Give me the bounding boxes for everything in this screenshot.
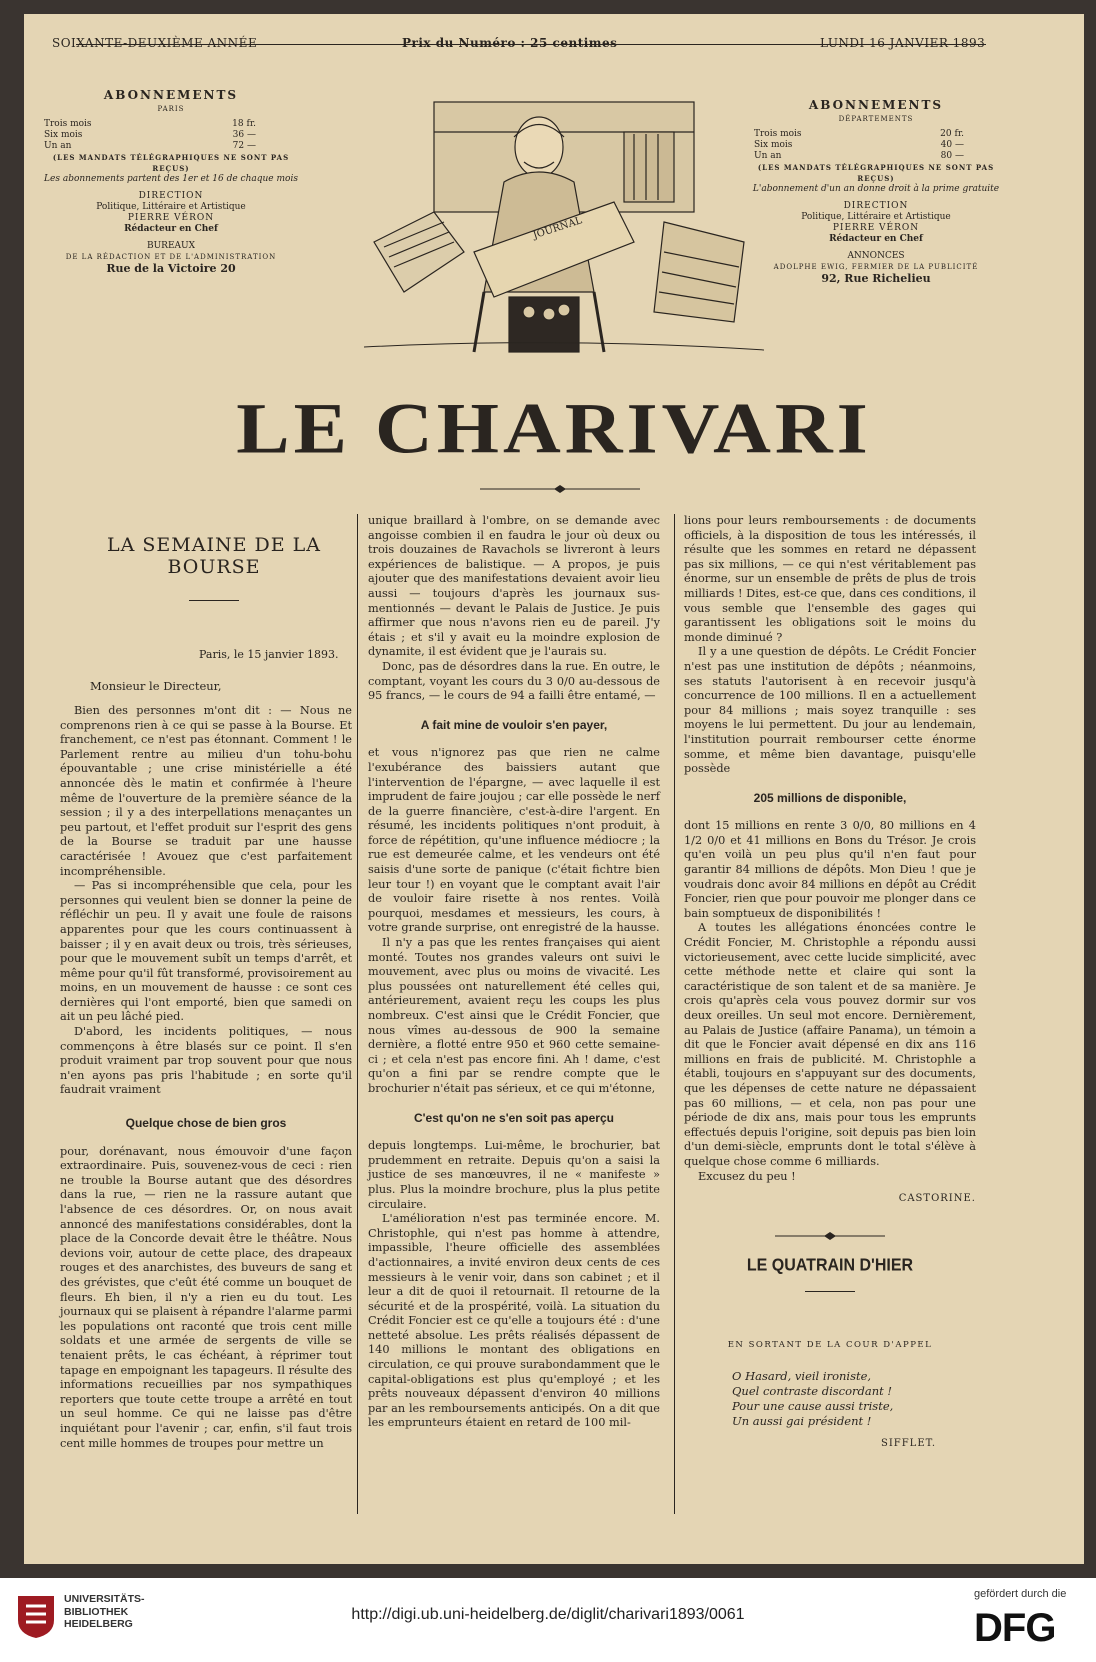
paragraph: D'abord, les incidents politiques, — nous commençons à être blasés sur ce point. Il s'en produit vraiment par trop souvent pour que nous n'en ayons pas pris l'habitude ; en sorte qu'il faudrait vraiment: [60, 1025, 352, 1097]
paragraph: Il n'y a pas que les rentes françaises qui aient monté. Toutes nos grandes valeurs ont suivi le mouvement, avec plus ou moins de vivacité. Les plus poussées ont naturellement été celles qui, antérieurement, avaient reçu les coups les plus nombreux. C'est ainsi que le Crédit Foncier, que nous vîmes au-dessous de 900 la semaine dernière, a flotté entre 950 et 960 cette semaine-ci ; et cela n'est pas encore fini. Ah ! dame, c'est qu'on a fini par se rendre compte que le brochurier n'était pas sérieux, et ce qui m'étonne,: [368, 936, 660, 1095]
paragraph: Excusez du peu !: [698, 1169, 796, 1183]
subs-right-direction: DIRECTION: [843, 201, 909, 211]
subs-left-address: Rue de la Victoire 20: [106, 262, 236, 275]
header-year: SOIXANTE-DEUXIÈME ANNÉE: [52, 36, 258, 50]
quatrain-verse: [732, 1369, 976, 1429]
subs-left-bureaux: BUREAUX: [146, 241, 196, 251]
price-row: Trois mois 18 fr.: [44, 119, 256, 129]
paragraph: Il y a une question de dépôts. Le Crédit Foncier n'est pas une institution de dépôts ; néanmoins, ses statuts l'autorisent à en recevoir jusqu'à concurrence de 100 millions. Il en a actuellement pour 84 millions ; mais soyez tranquille : ses moyens le lui permettent. Du jour au lendemain, l'institution pourrait rembourser cette énorme somme, et même bien davantage, puisqu'elle possède: [684, 645, 976, 776]
newspaper-page: [24, 14, 1084, 1564]
verse-line: Un aussi gai président !: [732, 1413, 872, 1428]
subs-left-direction: DIRECTION: [138, 191, 204, 201]
price-row: Un an 72 —: [44, 141, 256, 151]
university-name: UNIVERSITÄTS- BIBLIOTHEK HEIDELBERG: [64, 1593, 145, 1630]
paragraph: Donc, pas de désordres dans la rue. En outre, le comptant, voyant les cours du 3 0/0 au-dessous de 95 francs, — le cours de 94 a failli être entamé, —: [368, 659, 660, 703]
article-dateline: Paris, le 15 janvier 1893.: [199, 648, 339, 661]
subs-left-direction-sub: Politique, Littéraire et Artistique: [96, 202, 246, 212]
price-row: Trois mois 20 fr.: [754, 129, 964, 139]
subs-left-bureaux-sub: DE LA RÉDACTION ET DE L'ADMINISTRATION: [65, 253, 277, 261]
header-price: Prix du Numéro : 25 centimes: [402, 36, 618, 50]
source-url[interactable]: http://digi.ub.uni-heidelberg.de/diglit/charivari1893/0061: [351, 1606, 745, 1623]
title-dash: [189, 600, 239, 601]
paragraph: — Pas si incompréhensible que cela, pour les personnes qui veulent bien se donner la peine de réfléchir un peu. Il y avait une foule de raisons apparentes pour que les cours continuassent à baisser ; il y en avait deux ou trois, très sérieuses, pour que le mouvement subît un temps d'arrêt, et même pour qu'il fût transformé, provisoirement au moins, en un mouvement de hausse : ce sont ces dernières qui l'ont emporté, bien que samedi on ait un peu lâché pied.: [60, 879, 352, 1024]
verse-line: Quel contraste discordant !: [732, 1383, 893, 1398]
subheading: Quelque chose de bien gros: [125, 1116, 287, 1131]
subs-left-role: Rédacteur en Chef: [124, 224, 218, 234]
subs-left-note: (LES MANDATS TÉLÉGRAPHIQUES NE SONT PAS REÇUS): [52, 153, 290, 173]
masthead-ornament: [480, 484, 640, 494]
illustration-scroll-label: JOURNAL: [531, 215, 584, 242]
section-ornament: [775, 1231, 885, 1241]
article-signature: CASTORINE.: [898, 1193, 976, 1205]
subs-right-note: (LES MANDATS TÉLÉGRAPHIQUES NE SONT PAS REÇUS): [757, 163, 995, 183]
verse-line: Pour une cause aussi triste,: [732, 1398, 894, 1413]
subs-left-director: PIERRE VÉRON: [127, 213, 215, 223]
subheading: C'est qu'on ne s'en soit pas aperçu: [414, 1110, 614, 1125]
subs-right-region: DÉPARTEMENTS: [838, 115, 914, 123]
verse-line: O Hasard, vieil ironiste,: [732, 1368, 872, 1383]
footer-bar: [0, 1578, 1096, 1662]
price-row: Six mois 40 —: [754, 140, 964, 150]
subs-right-annonces: ANNONCES: [847, 251, 905, 261]
subs-left-region: PARIS: [157, 105, 185, 113]
subs-right-director: PIERRE VÉRON: [832, 223, 920, 233]
paragraph: L'amélioration n'est pas terminée encore. M. Christophle, qui n'est pas homme à attendre, impassible, l'heure officielle des assemblées d'actionnaires, a invité environ deux cents de ces messieurs à le venir voir, dans son cabinet ; et il leur a dit de quoi il retournait. Il retourne de la sécurité et de la prospérité, voilà. La situation du Crédit Foncier est ce qu'elle a toujours été : d'une netteté absolue. Les prêts réalisés dépassent de 140 millions le montant des obligations en circulation, ce qui prouve surabondamment que le capital-obligations est plus qu'employé ; et les prêts nouveaux dépassent d'environ 40 millions par an les remboursements anticipés. On a dit que les emprunteurs étaient en retard de 100 mil-: [368, 1212, 660, 1430]
masthead-illustration: [364, 92, 764, 360]
subheading: 205 millions de disponible,: [753, 790, 907, 805]
column-rule: [674, 514, 675, 1514]
subs-right-role: Rédacteur en Chef: [829, 234, 923, 244]
subs-right-direction-sub: Politique, Littéraire et Artistique: [801, 212, 951, 222]
paragraph: dont 15 millions en rente 3 0/0, 80 millions en 4 1/2 0/0 et 41 millions en Bons du Trésor. Je crois qu'en voilà un peu plus qu'il n'en faut pour garantir 84 millions de dépôts. Mon Dieu ! que je voudrais donc avoir 84 millions en dépôt au Crédit Foncier, rien que pour pouvoir me plonger dans ce bain somptueux de disponibilités !: [684, 819, 976, 920]
subs-right-title: ABONNEMENTS: [808, 98, 944, 112]
subs-left-note2: Les abonnements partent des 1er et 16 de chaque mois: [44, 174, 298, 184]
dfg-logo: DFG: [974, 1606, 1056, 1650]
column-1: [60, 704, 352, 1451]
price-row: Un an 80 —: [754, 151, 964, 161]
header-date: LUNDI 16 JANVIER 1893: [820, 36, 986, 50]
paragraph: unique braillard à l'ombre, on se demande avec angoisse combien il en faudra le jour où deux ou trois douzaines de Ravachols se livreront à leurs expériences de balistique. — A propos, je puis ajouter que des manifestations devaient avoir lieu aussi — toujours d'après les journaux sus-mentionnés — devant le Palais de Justice. Je puis affirmer que nous n'avons rien eu de pareil. J'y étais ; et s'il y avait eu la moindre explosion de dynamite, il est évident que je l'aurais su.: [368, 514, 660, 659]
funded-by-text: gefördert durch die: [974, 1588, 1067, 1600]
column-2: [368, 514, 660, 1431]
column-rule: [357, 514, 358, 1514]
subscriptions-departements: [752, 96, 1000, 284]
paragraph: pour, dorénavant, nous émouvoir d'une façon extraordinaire. Puis, souvenez-vous de ceci : rien ne trouble la Bourse autant que des désordres dans la rue, — rien ne la rassure autant que l'absence de ces désordres. Or, on nous avait annoncé des manifestations considérables, dont la place de la Concorde devait être le théâtre. Nous devions voir, autour de cette place, des drapeaux rouges et des anarchistes, des buveurs de sang et des grévistes, que c'eût été comme un bouquet de fleurs. Eh bien, il n'y a rien eu du tout. Les journaux qui se plaisent à répandre l'alarme parmi les populations ont raconté que trois cent mille soldats et une armée de sergents de ville se tenaient prêts, le cas échéant, à réprimer tout tapage en empoignant les tapageurs. Il résulte des informations recueillies par nos sympathiques reporters que toute cette troupe a arrêté en tout un seul homme. Ce qui ne laisse pas d'être inquiétant pour l'avenir ; car, enfin, s'il faut trois cent mille hommes de troupes pour mettre un: [60, 1144, 352, 1450]
subs-left-title: ABONNEMENTS: [103, 88, 239, 102]
quatrain-subtitle: EN SORTANT DE LA COUR D'APPEL: [727, 1340, 933, 1351]
article-salutation: Monsieur le Directeur,: [90, 679, 222, 693]
article-title: LA SEMAINE DE LA BOURSE: [64, 534, 364, 611]
subs-right-annonces-sub: ADOLPHE EWIG, FERMIER DE LA PUBLICITÉ: [773, 263, 979, 271]
quatrain-dash: [805, 1291, 855, 1292]
paragraph: A toutes les allégations énoncées contre le Crédit Foncier, M. Christophle a répondu aussi victorieusement, avec cette lucide simplicité, avec cette méthode nette et claire qui sont la caractéristique de son talent et de sa manière. Je crois qu'après cela vous pouvez dormir sur vos deux oreilles. Un seul mot encore. Dernièrement, au Palais de Justice (affaire Panama), un témoin a dit que le Foncier avait dépensé en dix ans 116 millions en frais de publicité. M. Christophle a établi, toujours en s'appuyant sur des documents, que les dépenses de cette nature ne dépassaient pas 60 millions, — et cela, non pas pour une période de dix ans, mais pour tous les emprunts effectués depuis l'origine, soit depuis pas bien loin d'un demi-siècle, emprunts dont le total s'élève à quelque chose comme 6 milliards.: [684, 921, 976, 1168]
price-row: Six mois 36 —: [44, 130, 256, 140]
paragraph: et vous n'ignorez pas que rien ne calme l'exubérance des baissiers autant que l'intervention de l'épargne, — avec laquelle il est imprudent de faire joujou ; car elle possède le nerf de la guerre financière, c'est-à-dire l'argent. En résumé, les incidents politiques n'ont produit, à force de répétition, qu'une influence médiocre ; la rue est demeurée calme, et les vendeurs ont été saisis d'une sorte de panique (c'était fichtre bien leur tour !) en voyant que le comptant avait l'air de vouloir faire risette à nos rentes. Voilà pourquoi, mesdames et messieurs, les cours, à votre grande surprise, ont enregistré de la hausse.: [368, 746, 660, 935]
masthead-title: LE CHARIVARI: [236, 389, 872, 469]
paragraph: lions pour leurs remboursements : de documents officiels, à la disposition de tous les intéressés, il résulte que les sommes en retard ne dépassent pas six millions, — ce qui n'est véritablement pas énorme, sur un ensemble de prêts de plus de trois milliards ! Dites, est-ce que, dans ces conditions, il vous semble que l'ensemble des gages qui garantissent les obligations soit le moins du monde diminué ?: [684, 514, 976, 644]
subscriptions-paris: [44, 86, 298, 274]
paragraph: depuis longtemps. Lui-même, le brochurier, bat prudemment en retraite. Depuis qu'on a saisi la justice de ses manœuvres, il ne « manifeste » plus. Plus la moindre brochure, plus la plus petite circulaire.: [368, 1139, 660, 1211]
quatrain-signature: SIFFLET.: [881, 1437, 936, 1449]
subs-right-note2: L'abonnement d'un an donne droit à la prime gratuite: [752, 184, 1000, 194]
subheading: A fait mine de vouloir s'en payer,: [420, 717, 608, 732]
quatrain-title: LE QUATRAIN D'HIER: [746, 1255, 914, 1275]
paragraph: Bien des personnes m'ont dit : — Nous ne comprenons rien à ce qui se passe à la Bourse. Et franchement, ce n'est pas étonnant. Comment ! le Parlement rentre au milieu d'un tohu-bohu épouvantable ; une crise ministérielle a été annoncée dès le matin et confirmée à l'heure même de l'ouverture de la première séance de la session ; il y a des interpellations menaçantes un peu partout, et l'effet produit sur l'esprit des gens de la Bourse se traduit par une hausse caractérisée ! Avouez que c'est parfaitement incompréhensible.: [60, 704, 352, 878]
subs-right-address: 92, Rue Richelieu: [821, 272, 931, 285]
column-3: [684, 514, 976, 1452]
